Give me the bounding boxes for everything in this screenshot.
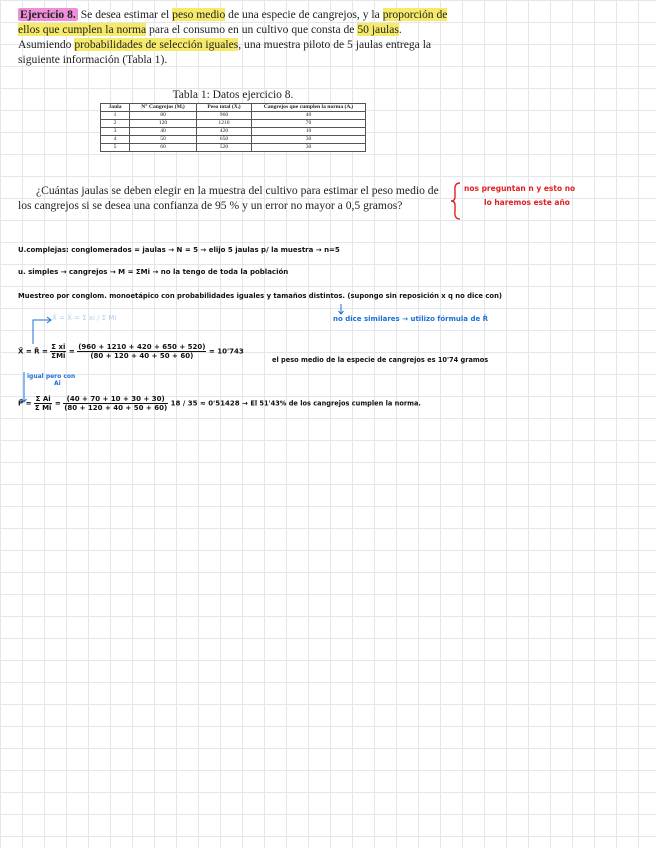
eq1-numerator: (960 + 1210 + 420 + 650 + 520) [78,343,206,351]
table-cell: 40 [130,128,197,136]
exercise-text: , una muestra piloto de 5 jaulas entrega la siguiente información (Tabla 1). [18,38,432,66]
table-cell: 40 [252,112,366,120]
table-row [101,128,366,136]
eq1-comment: el peso medio de la especie de cangrejos es 10'74 gramos [272,356,489,364]
table-cell: 650 [197,136,252,144]
table-row [101,136,366,144]
eq2-sum-den: Σ Mi [34,404,52,412]
header-peso: Peso total (Xᵢ) [197,104,252,112]
table-cell: 30 [252,136,366,144]
exercise-text: de una especie de cangrejos, y la [225,8,383,21]
equation-proportion [18,395,421,412]
note-simple-units: u. simples → cangrejos → M = ΣMi → no la tengo de toda la población [18,268,289,276]
blue-note-formula-choice: no dice similares → utilizo fórmula de R̂ [333,315,489,323]
table-cell: 1 [101,112,130,120]
table-cell: 50 [130,136,197,144]
table-cell: 4 [101,136,130,144]
table-cell: 520 [197,144,252,152]
header-jaula: Jaula [101,104,130,112]
table-cell: 10 [252,128,366,136]
table-cell: 420 [197,128,252,136]
table-cell: 30 [252,144,366,152]
red-note-line1: nos preguntan n y esto no [464,184,576,193]
table-caption: Tabla 1: Datos ejercicio 8. [172,89,294,101]
eq1-equals: = [68,347,75,356]
table-cell: 1210 [197,120,252,128]
eq1-result: = 10'743 [208,347,244,356]
exercise-statement [18,7,450,67]
question-text: ¿Cuántas jaulas se deben elegir en la muestra del cultivo para estimar el peso medio de los cangrejos si se desea una confianza de 95 % y un error no mayor a 0,5 gramos? [18,184,439,212]
highlight-peso-medio: peso medio [172,8,226,21]
table-row [101,120,366,128]
table-cell: 60 [130,144,197,152]
exercise-text: para el consumo en un cultivo que consta de [146,23,358,36]
data-table [100,103,366,152]
header-cangrejos: N° Cangrejos (Mᵢ) [130,104,197,112]
eq2-sum-num: Σ Ai [35,395,51,403]
eq2-lhs: P̂ = [18,399,32,408]
eq2-result: ≈ 0'51428 → [199,399,248,408]
table-cell: 120 [130,120,197,128]
highlight-probabilidades: probabilidades de selección iguales [74,38,239,51]
blue-arrow-icon [30,306,54,346]
table-cell: 2 [101,120,130,128]
blue-igual-pero-con: igual pero con [27,373,76,380]
highlight-50-jaulas: 50 jaulas [357,23,399,36]
table-cell: 3 [101,128,130,136]
exercise-text: Se desea estimar el [77,8,173,21]
table-row [101,112,366,120]
red-brace-icon [450,181,464,221]
eq1-lhs: X̂ = R̂ = [18,347,48,356]
exercise-text: . Asumiendo [18,23,402,51]
blue-formula-faint: X̂ = X̂ = Σ xi / Σ Mi [52,314,117,322]
header-cumplen: Cangrejos que cumplen la norma (Aᵢ) [252,104,366,112]
data-table-wrapper [100,103,366,152]
table-cell: 5 [101,144,130,152]
note-sampling-method: Muestreo por conglom. monoetápico con probabilidades iguales y tamaños distintos. (supongo sin reposición x q no dice con) [18,292,503,300]
eq2-numerator: (40 + 70 + 10 + 30 + 30) [63,395,168,404]
equation-mean-weight [18,343,244,360]
red-note-line2: lo haremos este año [484,198,570,207]
table-cell: 70 [252,120,366,128]
table-row [101,144,366,152]
eq1-denominator: (80 + 120 + 40 + 50 + 60) [90,352,194,360]
eq2-equals: = [54,399,61,408]
table-header-row [101,104,366,112]
eq2-fraction: 18 / 35 [170,399,198,408]
table-cell: 80 [130,112,197,120]
eq1-sum-num: Σ xi [51,343,66,351]
exercise-label: Ejercicio 8. [20,8,76,21]
blue-ai: Ai [54,380,61,387]
eq1-sum-den: ΣMi [51,352,66,360]
note-complex-units: U.complejas: conglomerados = jaulas → N = 5 → elijo 5 jaulas p/ la muestra → n=5 [18,246,340,254]
eq2-denominator: (80 + 120 + 40 + 50 + 60) [64,404,168,412]
table-cell: 960 [197,112,252,120]
highlight-proporcion: proporción de ellos que cumplen la norma [18,8,448,36]
eq2-comment: El 51'43% de los cangrejos cumplen la norma. [250,399,421,408]
